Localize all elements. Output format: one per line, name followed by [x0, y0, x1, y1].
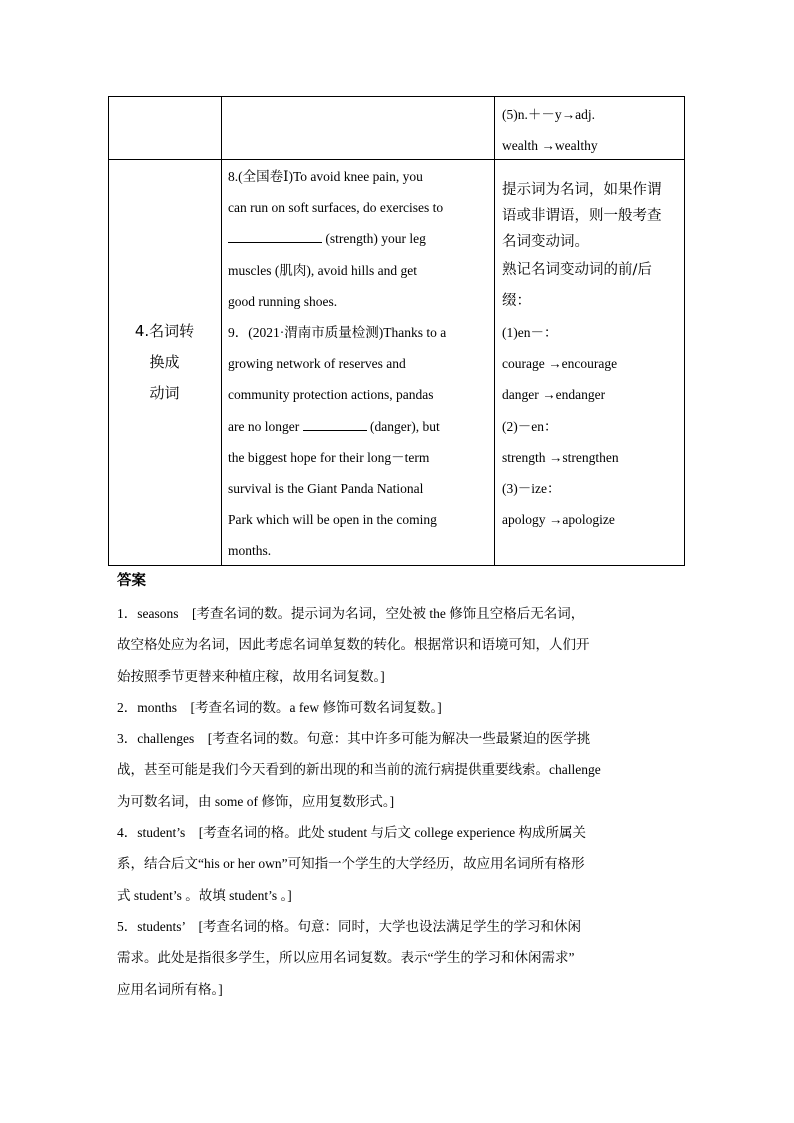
category-cell — [108, 160, 221, 565]
expl-line-9: (2)－en： — [502, 418, 558, 434]
row1-example: wealth →wealthy — [502, 138, 598, 154]
expl-line-7: courage →encourage — [502, 356, 618, 372]
q9-line-6: survival is the Giant Panda National — [228, 480, 424, 496]
row1-rule: (5)n.＋－y→adj. — [502, 107, 595, 122]
answers-heading: 答案 — [117, 573, 146, 589]
q9-line-1: 9．(2021·渭南市质量检测)Thanks to a — [228, 324, 447, 340]
category-line-3: 动词 — [149, 384, 180, 402]
expl-line-5: 缀： — [502, 293, 531, 309]
answer-line: 2．months [考查名词的数。a few 修饰可数名词复数。] — [117, 699, 442, 715]
answer-line: 始按照季节更替来种植庄稼，故用名词复数。] — [117, 668, 385, 684]
q8-line-4: muscles (肌肉), avoid hills and get — [228, 262, 417, 278]
q8-answer-blank[interactable] — [228, 228, 322, 243]
answer-line: 3．challenges [考查名词的数。句意：其中许多可能为解决一些最紧迫的医学挑 — [117, 731, 591, 747]
q9-line-5: the biggest hope for their long－term — [228, 449, 430, 465]
answer-line: 式 student’s 。故填 student’s 。] — [117, 887, 292, 903]
q9-answer-blank[interactable] — [303, 416, 367, 431]
expl-line-4: 熟记名词变动词的前/后 — [502, 262, 652, 278]
expl-line-10: strength →strengthen — [502, 449, 619, 465]
expl-line-2: 语或非谓语，则一般考查 — [502, 208, 662, 224]
expl-line-6: (1)en－： — [502, 325, 558, 340]
answer-line: 5．students’ [考查名词的格。句意：同时，大学也设法满足学生的学习和休闲 — [117, 918, 581, 934]
answer-line: 系，结合后文“his or her own”可知指一个学生的大学经历，故应用名词所有格形 — [117, 856, 585, 872]
q8-line-5: good running shoes. — [228, 293, 338, 309]
q9-line-7: Park which will be open in the coming — [228, 512, 437, 528]
answer-line: 应用名词所有格。] — [117, 981, 223, 997]
answer-line: 战，甚至可能是我们今天看到的新出现的和当前的流行病提供重要线索。challenge — [117, 762, 601, 778]
category-line-2: 换成 — [149, 353, 180, 371]
expl-line-12: apology →apologize — [502, 512, 615, 528]
answer-line: 为可数名词，由 some of 修饰，应用复数形式。] — [117, 793, 395, 809]
expl-line-3: 名词变动词。 — [502, 234, 589, 250]
q8-line-1: 8.(全国卷Ⅰ)To avoid knee pain, you — [228, 169, 423, 184]
explanation-cell — [502, 177, 682, 535]
expl-line-8: danger →endanger — [502, 387, 606, 403]
expl-line-11: (3)－ize： — [502, 480, 561, 496]
category-line-1: 4.名词转 — [134, 322, 195, 340]
answer-line: 4．student’s [考查名词的格。此处 student 与后文 college experience 构成所属关 — [117, 825, 587, 841]
answer-line: 1．seasons [考查名词的数。提示词为名词，空处被 the 修饰且空格后无名词， — [117, 606, 585, 621]
q9-line-3: community protection actions, pandas — [228, 387, 434, 403]
questions-cell — [228, 161, 492, 566]
expl-line-1: 提示词为名词，如果作谓 — [502, 182, 662, 198]
q9-line-2: growing network of reserves and — [228, 356, 406, 372]
q8-line-3: (strength) your leg — [228, 223, 492, 254]
q9-line-4: are no longer (danger), but — [228, 411, 492, 442]
answers-list — [117, 598, 677, 1005]
q9-line-8: months. — [228, 543, 272, 559]
q8-line-2: can run on soft surfaces, do exercises to — [228, 200, 444, 216]
answer-line: 需求。此处是指很多学生，所以应用名词复数。表示“学生的学习和休闲需求” — [117, 950, 575, 966]
row1-rule-cell — [502, 99, 682, 161]
answer-line: 故空格处应为名词，因此考虑名词单复数的转化。根据常识和语境可知，人们开 — [117, 637, 590, 653]
